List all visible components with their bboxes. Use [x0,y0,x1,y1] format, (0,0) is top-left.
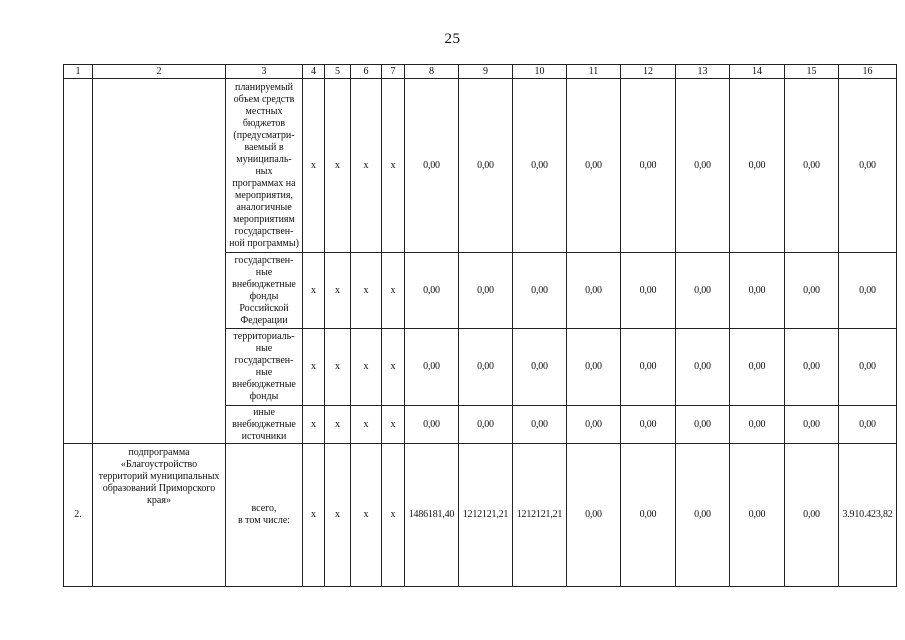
source-description-line: иные [253,406,275,418]
column-number: 5 [325,65,351,79]
column-number: 6 [351,65,382,79]
source-description-line: государствен- [234,355,294,366]
column-number: 8 [405,65,459,79]
source-description-line: государствен- [234,225,294,237]
amount-cell: 0,00 [621,79,676,253]
amount-cell: 0,00 [513,329,567,406]
source-description-line: Российской [239,302,289,314]
amount-cell: 3.910.423,82 [839,444,897,587]
amount-cell: 0,00 [785,253,839,329]
amount-cell: 0,00 [730,329,785,406]
item-name-line: территорий муниципальных [98,471,220,482]
source-description-line: в том числе: [237,515,291,526]
x-mark-cell: x [382,329,405,406]
x-mark-cell: x [351,329,382,406]
column-number: 13 [676,65,730,79]
source-description-line: объем средств [233,93,295,105]
amount-cell: 0,00 [459,329,513,406]
source-description-line: внебюджетные [232,278,296,290]
amount-cell: 1486181,40 [405,444,459,587]
amount-cell: 0,00 [676,79,730,253]
x-mark-cell: x [325,444,351,587]
amount-cell: 0,00 [785,406,839,444]
amount-cell: 0,00 [621,329,676,406]
column-number: 7 [382,65,405,79]
amount-cell: 0,00 [567,406,621,444]
amount-cell: 0,00 [676,253,730,329]
page-number: 25 [444,31,461,47]
x-mark-cell: x [303,329,325,406]
source-description-line: (предусматри- [233,129,295,141]
amount-cell: 1212121,21 [513,444,567,587]
amount-cell: 0,00 [513,253,567,329]
source-description-line: ные [255,367,273,378]
amount-cell: 0,00 [621,406,676,444]
column-number: 12 [621,65,676,79]
column-number: 11 [567,65,621,79]
amount-cell: 0,00 [676,444,730,587]
source-description-line: программах на [232,177,296,189]
x-mark-cell: x [382,444,405,587]
column-number: 3 [226,65,303,79]
source-description-line: ной программы) [229,237,299,249]
item-name-cell [93,79,226,444]
amount-cell: 0,00 [513,406,567,444]
amount-cell: 0,00 [730,79,785,253]
x-mark-cell: x [351,406,382,444]
amount-cell: 0,00 [621,253,676,329]
amount-cell: 0,00 [567,253,621,329]
x-mark-cell: x [351,444,382,587]
row-number-cell: 2. [64,444,93,587]
amount-cell: 0,00 [621,444,676,587]
amount-cell: 0,00 [785,444,839,587]
amount-cell: 0,00 [405,79,459,253]
source-description-line: планируемый [234,81,294,93]
item-name-line: образований Приморского [102,483,216,494]
column-number: 1 [64,65,93,79]
source-description-line: территориаль- [233,331,295,342]
source-description-line: всего, [251,503,277,514]
table-row [64,444,897,587]
source-description-line: мероприятия, [235,189,293,201]
column-number: 9 [459,65,513,79]
amount-cell: 0,00 [405,406,459,444]
item-name-cell [93,444,226,587]
amount-cell: 0,00 [567,444,621,587]
amount-cell: 0,00 [839,406,897,444]
source-description-line: Федерации [240,314,288,326]
amount-cell: 0,00 [459,406,513,444]
source-description-line: ные [255,266,273,278]
source-description-line: фонды [249,391,279,402]
source-description-cell [226,444,303,587]
column-number: 15 [785,65,839,79]
source-description-line: внебюджетные [232,418,296,430]
source-description-line: государствен- [234,254,294,266]
column-number-row [64,65,897,79]
source-description-line: муниципаль- [236,153,292,165]
x-mark-cell: x [325,253,351,329]
x-mark-cell: x [325,329,351,406]
amount-cell: 0,00 [839,79,897,253]
column-number: 4 [303,65,325,79]
source-description-line: бюджетов [242,117,286,129]
source-description-line: источники [241,430,287,442]
amount-cell: 0,00 [676,329,730,406]
x-mark-cell: x [303,406,325,444]
source-description-line: фонды [249,290,279,302]
item-name-line: края» [147,495,171,506]
amount-cell: 0,00 [730,253,785,329]
amount-cell: 0,00 [405,329,459,406]
amount-cell: 0,00 [785,79,839,253]
source-description-line: ных [255,165,273,177]
source-description-cell [226,253,303,329]
amount-cell: 0,00 [459,79,513,253]
amount-cell: 0,00 [785,329,839,406]
amount-cell: 0,00 [676,406,730,444]
row-number-cell [64,79,93,444]
x-mark-cell: x [325,406,351,444]
x-mark-cell: x [303,253,325,329]
column-number: 16 [839,65,897,79]
source-description-cell [226,406,303,444]
amount-cell: 0,00 [405,253,459,329]
x-mark-cell: x [382,406,405,444]
amount-cell: 0,00 [730,444,785,587]
source-description-cell [226,329,303,406]
source-description-line: аналогичные [236,201,292,213]
amount-cell: 0,00 [730,406,785,444]
amount-cell: 0,00 [567,79,621,253]
source-description-line: внебюджетные [232,379,296,390]
x-mark-cell: x [351,253,382,329]
x-mark-cell: x [382,253,405,329]
source-description-line: мероприятиям [233,213,295,225]
budget-table [63,64,897,587]
x-mark-cell: x [382,79,405,253]
column-number: 10 [513,65,567,79]
amount-cell: 1212121,21 [459,444,513,587]
amount-cell: 0,00 [513,79,567,253]
item-name-line: подпрограмма [128,447,190,458]
column-number: 14 [730,65,785,79]
x-mark-cell: x [325,79,351,253]
source-description-line: ваемый в [244,141,284,153]
amount-cell: 0,00 [567,329,621,406]
source-description-cell [226,79,303,253]
x-mark-cell: x [303,79,325,253]
amount-cell: 0,00 [459,253,513,329]
table-row [64,79,897,253]
x-mark-cell: x [351,79,382,253]
item-name-line: «Благоустройство [120,459,198,470]
source-description-line: местных [245,105,283,117]
source-description-line: ные [255,343,273,354]
amount-cell: 0,00 [839,329,897,406]
column-number: 2 [93,65,226,79]
x-mark-cell: x [303,444,325,587]
amount-cell: 0,00 [839,253,897,329]
